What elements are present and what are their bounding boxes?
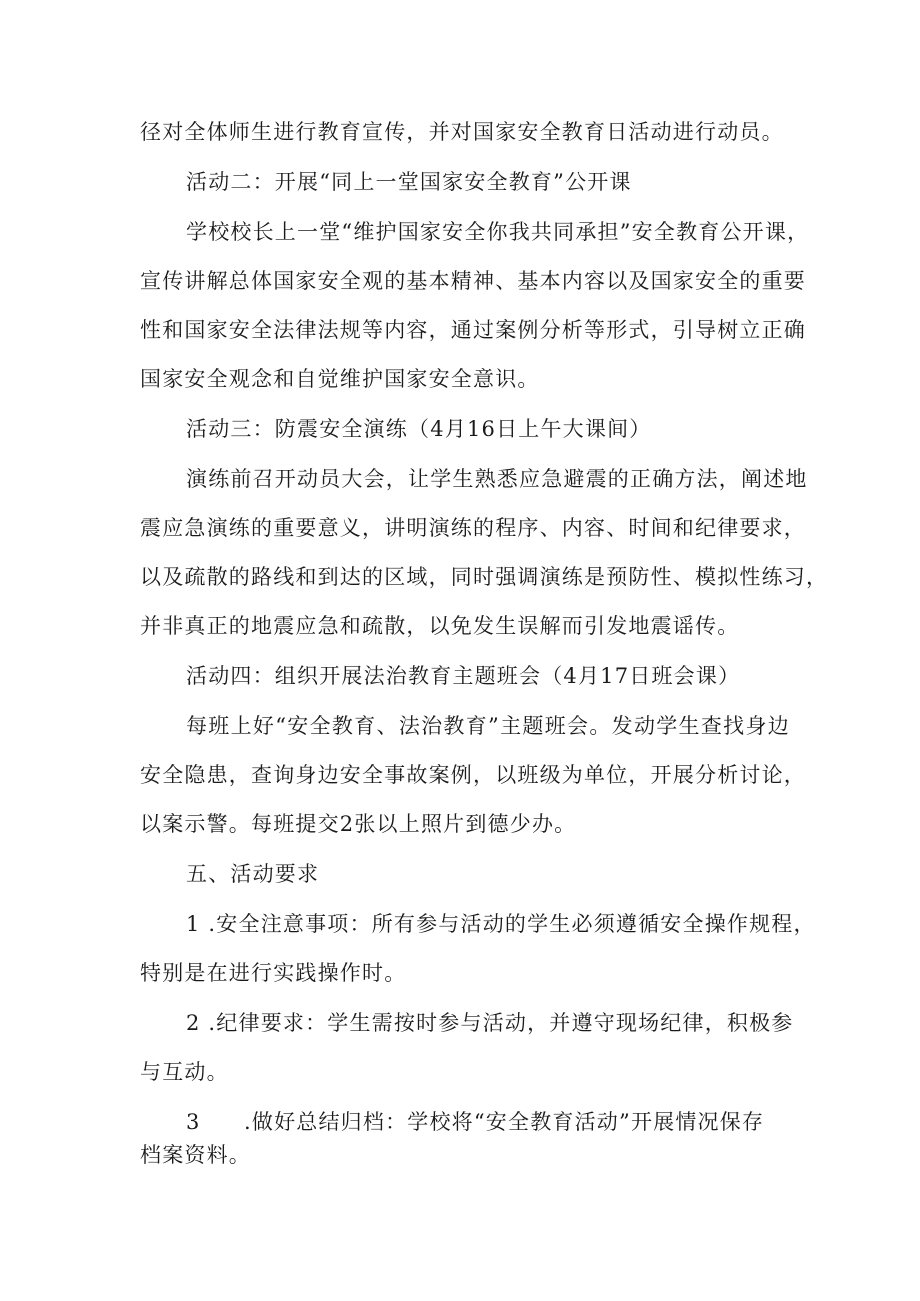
list-item-continuation: 特别是在进行实践操作时。 — [140, 961, 407, 985]
list-item: 2 .纪律要求：学生需按时参与活动，并遵守现场纪律，积极参 — [186, 1011, 794, 1035]
paragraph-line: 并非真正的地震应急和疏散，以免发生误解而引发地震谣传。 — [140, 614, 740, 638]
paragraph-line: 以及疏散的路线和到达的区域，同时强调演练是预防性、模拟性练习， — [140, 565, 829, 589]
paragraph-line: 每班上好“安全教育、法治教育”主题班会。发动学生查找身边 — [186, 714, 790, 738]
list-item-continuation: 与互动。 — [140, 1060, 229, 1084]
list-number: 3 — [186, 1110, 201, 1134]
list-item: 1 .安全注意事项：所有参与活动的学生必须遵循安全操作规程， — [186, 912, 816, 936]
paragraph-line: 径对全体师生进行教育宣传，并对国家安全教育日活动进行动员。 — [140, 120, 784, 144]
paragraph-line: 以案示警。每班提交2张以上照片到德少办。 — [140, 812, 577, 836]
paragraph-line: 安全隐患，查询身边安全事故案例，以班级为单位，开展分析讨论， — [140, 763, 806, 787]
paragraph-line: 震应急演练的重要意义，讲明演练的程序、内容、时间和纪律要求， — [140, 516, 806, 540]
section-heading: 五、活动要求 — [186, 862, 320, 886]
activity-heading: 活动二：开展“同上一堂国家安全教育”公开课 — [186, 170, 632, 194]
paragraph-line: 演练前召开动员大会，让学生熟悉应急避震的正确方法，阐述地 — [186, 467, 808, 491]
list-text: .做好总结归档：学校将“安全教育活动”开展情况保存 — [244, 1110, 765, 1134]
paragraph-line: 性和国家安全法律法规等内容，通过案例分析等形式，引导树立正确 — [140, 318, 806, 342]
list-item-continuation: 档案资料。 — [140, 1143, 251, 1167]
list-item — [186, 1107, 790, 1137]
paragraph-line: 宣传讲解总体国家安全观的基本精神、基本内容以及国家安全的重要 — [140, 269, 806, 293]
activity-heading: 活动四：组织开展法治教育主题班会（4月17日班会课） — [186, 664, 741, 688]
paragraph-line: 学校校长上一堂“维护国家安全你我共同承担”安全教育公开课， — [186, 220, 810, 244]
activity-heading: 活动三：防震安全演练（4月16日上午大课间） — [186, 417, 652, 441]
paragraph-line: 国家安全观念和自觉维护国家安全意识。 — [140, 367, 540, 391]
